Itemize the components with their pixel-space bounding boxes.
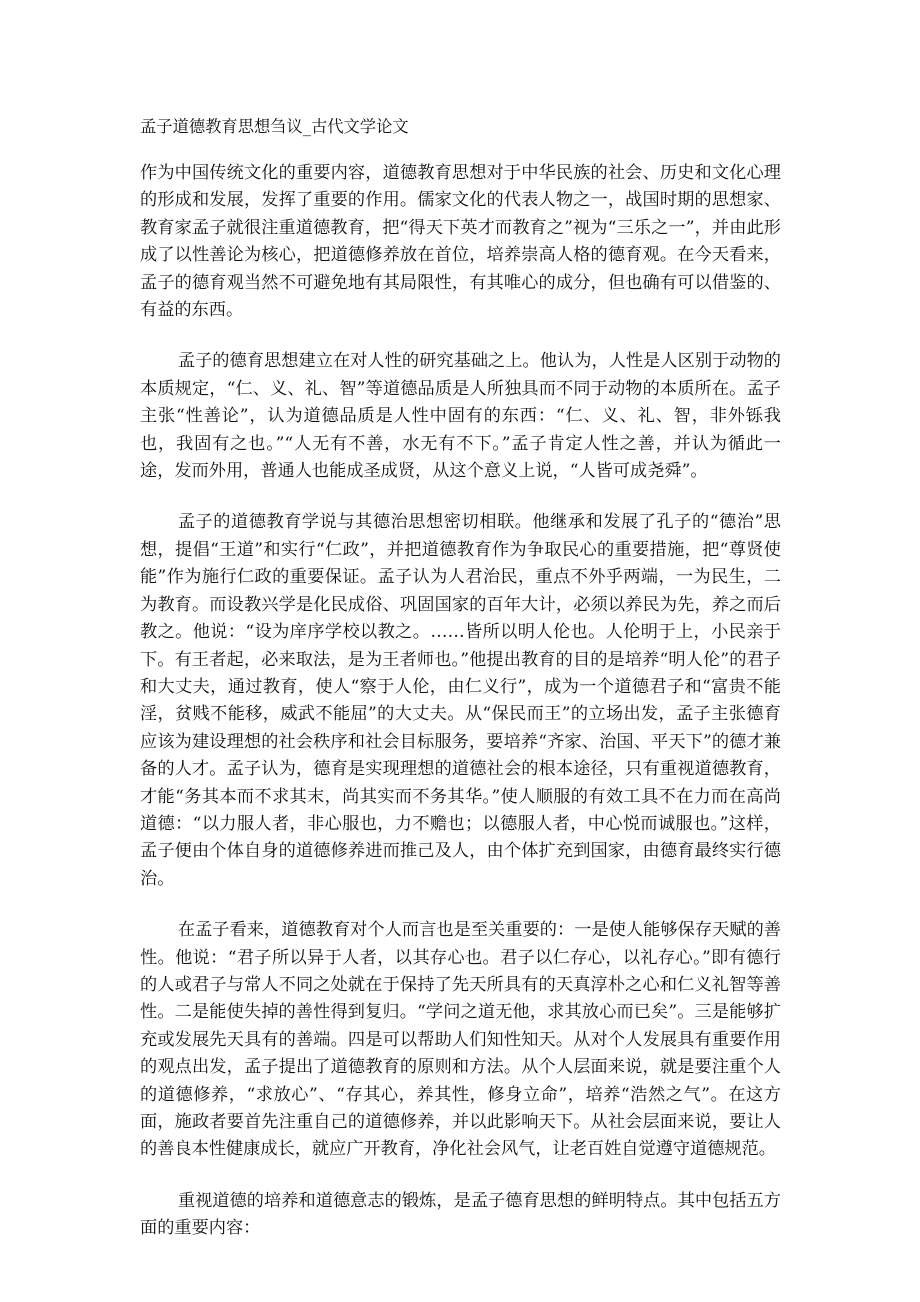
paragraph-intro: 作为中国传统文化的重要内容，道德教育思想对于中华民族的社会、历史和文化心理的形成和发展，发挥了重要的作用。儒家文化的代表人物之一，战国时期的思想家、教育家孟子就很注重道德教育，把“得天下英才而教育之”视为“三乐之一”，并由此形成了以性善论为核心，把道德修养放在首位，培养崇高人格的德育观。在今天看来，孟子的德育观当然不可避免地有其局限性，有其唯心的成分，但也确有可以借鉴的、有益的东西。 <box>140 163 781 321</box>
paragraph-individual-importance: 在孟子看来，道德教育对个人而言也是至关重要的：一是使人能够保存天赋的善性。他说：“君子所以异于人者，以其存心也。君子以仁存心，以礼存心。”即有德行的人或君子与常人不同之处就在于保持了先天所具有的天真淳朴之心和仁义礼智等善性。二是能使失掉的善性得到复归。“学问之道无他，求其放心而已矣”。三是能够扩充或发展先天具有的善端。四是可以帮助人们知性知天。从对个人发展具有重要作用的观点出发，孟子提出了道德教育的原则和方法。从个人层面来说，就是要注重个人的道德修养，“求放心”、“存其心，养其性，修身立命”，培养“浩然之气”。在这方面，施政者要首先注重自己的道德修养，并以此影响天下。从社会层面来说，要让人的善良本性健康成长，就应广开教育，净化社会风气，让老百姓自觉遵守道德规范。 <box>140 920 781 1160</box>
document-title: 孟子道德教育思想刍议_古代文学论文 <box>140 117 409 136</box>
document-page <box>140 116 781 1267</box>
paragraph-moral-governance: 孟子的道德教育学说与其德治思想密切相联。他继承和发展了孔子的“德治”思想，提倡“王道”和实行“仁政”，并把道德教育作为争取民心的重要措施，把“尊贤使能”作为施行仁政的重要保证。孟子认为人君治民，重点不外乎两端，一为民生，二为教育。而设教兴学是化民成俗、巩固国家的百年大计，必须以养民为先，养之而后教之。他说：“设为庠序学校以教之。……皆所以明人伦也。人伦明于上，小民亲于下。有王者起，必来取法，是为王者师也。”他提出教育的目的是培养“明人伦”的君子和大丈夫，通过教育，使人“察于人伦，由仁义行”，成为一个道德君子和“富贵不能淫，贫贱不能移，威武不能屈”的大丈夫。从“保民而王”的立场出发，孟子主张德育应该为建设理想的社会秩序和社会目标服务，要培养“齐家、治国、平天下”的德才兼备的人才。孟子认为，德育是实现理想的道德社会的根本途径，只有重视道德教育，才能“务其本而不求其末，尚其实而不务其华。”使人顺服的有效工具不在力而在高尚道德：“以力服人者，非心服也，力不赡也；以德服人者，中心悦而诚服也。”这样，孟子便由个体自身的道德修养进而推己及人，由个体扩充到国家，由德育最终实行德治。 <box>140 512 781 889</box>
paragraph-five-aspects: 重视道德的培养和道德意志的锻炼，是孟子德育思想的鲜明特点。其中包括五方面的重要内容： <box>140 1190 781 1239</box>
paragraph-human-nature: 孟子的德育思想建立在对人性的研究基础之上。他认为，人性是人区别于动物的本质规定，“仁、义、礼、智”等道德品质是人所独具而不同于动物的本质所在。孟子主张“性善论”，认为道德品质是人性中固有的东西：“仁、义、礼、智，非外铄我也，我固有之也。”“人无有不善，水无有不下。”孟子肯定人性之善，并认为循此一途，发而外用，普通人也能成圣成贤，从这个意义上说，“人皆可成尧舜”。 <box>140 351 781 482</box>
